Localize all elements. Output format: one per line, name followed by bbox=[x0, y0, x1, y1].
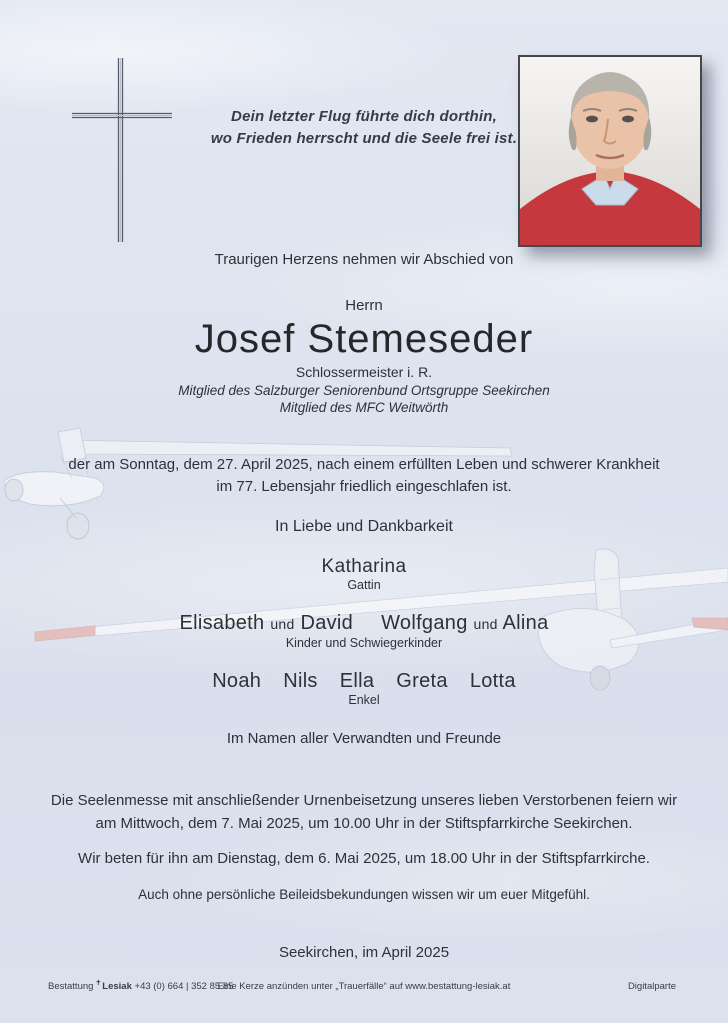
passing-line2: im 77. Lebensjahr friedlich eingeschlafen ist. bbox=[216, 477, 512, 495]
grandchildren-names bbox=[0, 670, 728, 693]
place-and-date: Seekirchen, im April 2025 bbox=[278, 944, 450, 961]
connector: und bbox=[270, 616, 295, 632]
connector: und bbox=[473, 616, 498, 632]
salutation: Herrn bbox=[345, 297, 383, 314]
grandchild-name: Noah bbox=[212, 670, 262, 692]
candle-note: Eine Kerze anzünden unter „Trauerfälle“ auf www.bestattung-lesiak.at bbox=[217, 981, 511, 992]
grandchild-name: Ella bbox=[339, 670, 375, 692]
membership-2: Mitglied des MFC Weitwörth bbox=[279, 400, 449, 415]
membership-1: Mitglied des Salzburger Seniorenbund Ortsgruppe Seekirchen bbox=[178, 383, 550, 398]
grandchild-name: Greta bbox=[396, 670, 448, 692]
children-relation: Kinder und Schwiegerkinder bbox=[285, 636, 443, 650]
funeral-home-name: Lesiak bbox=[102, 981, 132, 992]
service-info bbox=[0, 789, 728, 835]
in-name-of-line: Im Namen aller Verwandten und Freunde bbox=[226, 730, 502, 747]
wife-relation: Gattin bbox=[347, 578, 381, 592]
cross-icon bbox=[70, 56, 174, 246]
quote-line1: Dein letzter Flug führte dich dorthin, bbox=[231, 108, 497, 125]
child-name: Elisabeth bbox=[179, 612, 265, 634]
love-line: In Liebe und Dankbarkeit bbox=[275, 518, 453, 535]
grandchild-name: Nils bbox=[283, 670, 318, 692]
passing-line1: der am Sonntag, dem 27. April 2025, nach einem erfüllten Leben und schwerer Krankheit bbox=[68, 456, 660, 473]
condolence-note: Auch ohne persönliche Beileidsbekundungen wissen wir um euer Mitgefühl. bbox=[138, 887, 590, 902]
funeral-home-phone: +43 (0) 664 | 352 85 85 bbox=[134, 981, 234, 992]
profession: Schlossermeister i. R. bbox=[295, 364, 433, 380]
children-group-2 bbox=[381, 612, 548, 634]
passing-text bbox=[0, 454, 728, 497]
portrait-photo bbox=[518, 55, 702, 247]
memorial-cross bbox=[70, 56, 174, 246]
children-group-1 bbox=[179, 612, 353, 634]
service-line1: Die Seelenmesse mit anschließender Urnenbeisetzung unseres lieben Verstorbenen feiern wir bbox=[50, 792, 678, 809]
child-name: Alina bbox=[502, 612, 549, 634]
funeral-home-label: Bestattung bbox=[48, 981, 94, 992]
digitalparte-label: Digitalparte bbox=[627, 981, 676, 992]
deceased-name: Josef Stemeseder bbox=[194, 317, 534, 361]
footer bbox=[0, 978, 728, 1002]
service-line2: am Mittwoch, dem 7. Mai 2025, um 10.00 Uhr in der Stiftspfarrkirche Seekirchen. bbox=[95, 815, 633, 832]
child-name: David bbox=[300, 612, 354, 634]
children-names bbox=[0, 612, 728, 635]
quote-line2: wo Frieden herrscht und die Seele frei ist. bbox=[210, 130, 518, 147]
intro-line: Traurigen Herzens nehmen wir Abschied von bbox=[214, 251, 514, 268]
grandchild-name: Lotta bbox=[469, 670, 516, 692]
portrait-icon bbox=[520, 57, 700, 245]
grandchildren-relation: Enkel bbox=[348, 693, 380, 707]
memorial-quote bbox=[0, 106, 728, 150]
wife-name: Katharina bbox=[321, 556, 407, 577]
child-name: Wolfgang bbox=[381, 612, 468, 634]
prayer-line: Wir beten für ihn am Dienstag, dem 6. Mai 2025, um 18.00 Uhr in der Stiftspfarrkirche. bbox=[78, 850, 650, 867]
lesiak-cross-icon: ✝ bbox=[95, 980, 102, 987]
